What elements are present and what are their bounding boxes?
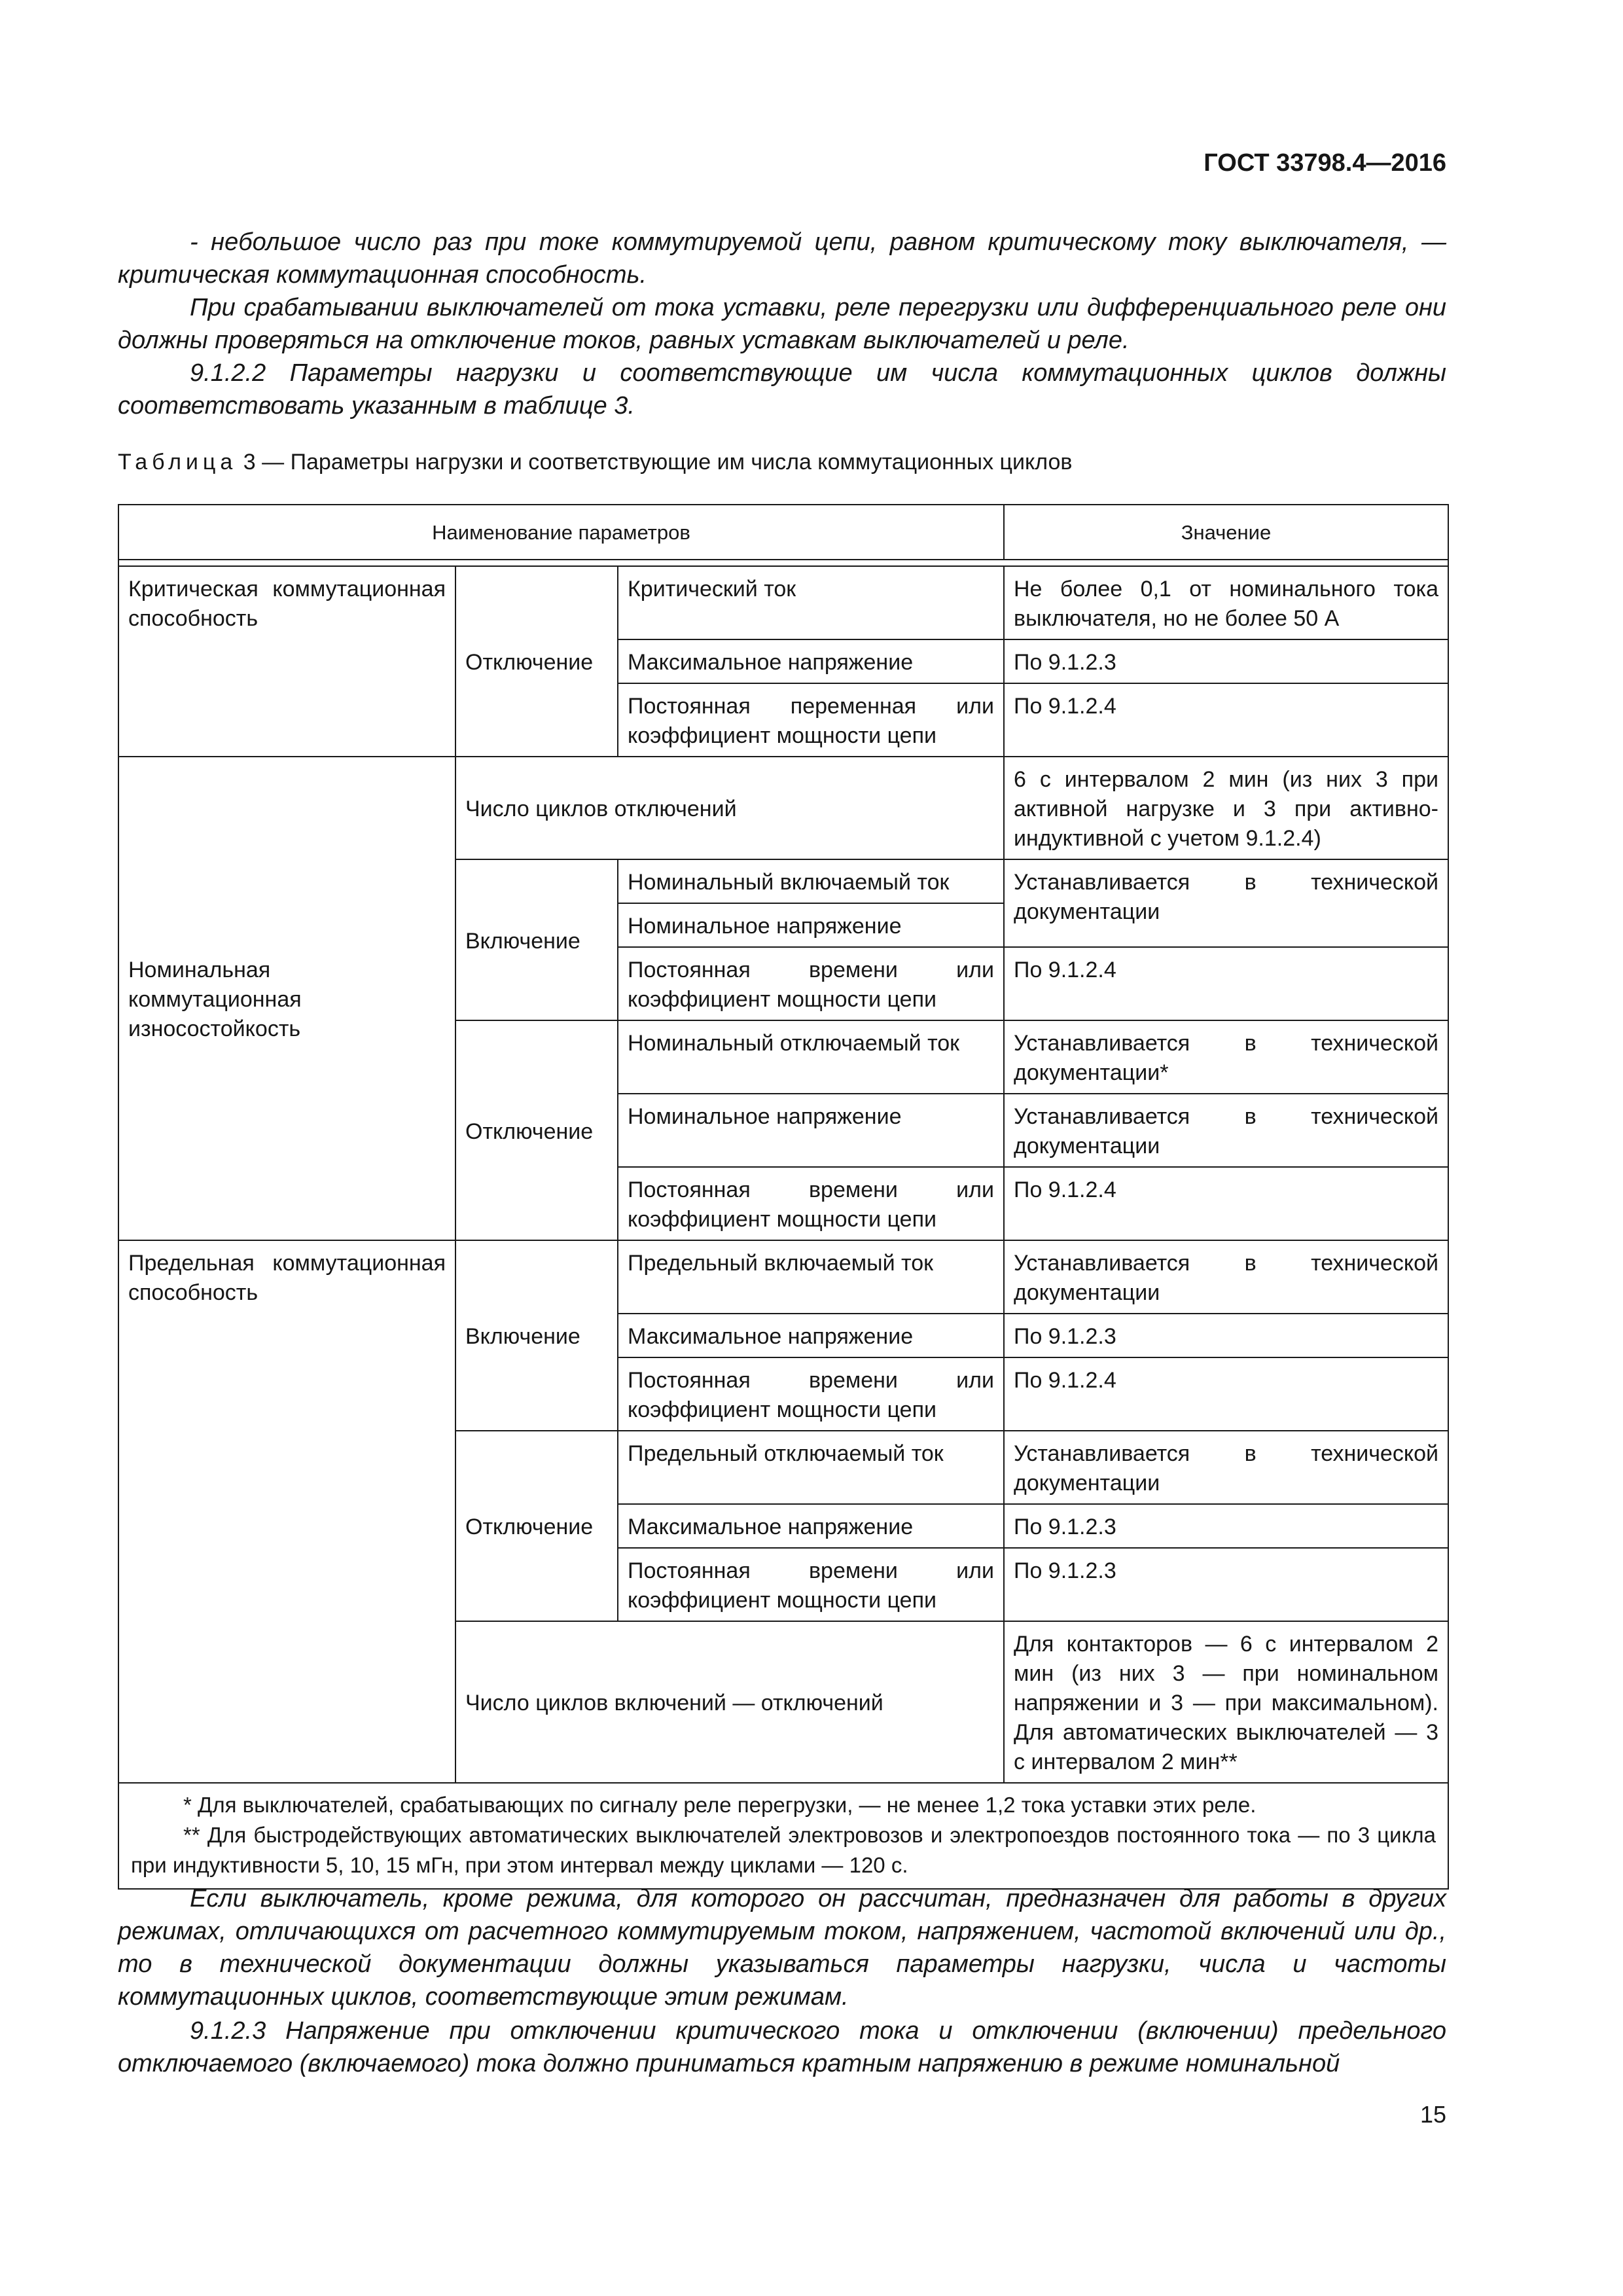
value-cell: По 9.1.2.4 [1004,683,1448,757]
page-number: 15 [1419,2101,1446,2128]
value-cell: По 9.1.2.4 [1004,1357,1448,1431]
value-cell: По 9.1.2.4 [1004,1167,1448,1240]
mode-cell: Отключение [455,566,618,757]
value-cell: 6 с интервалом 2 мин (из них 3 при активной нагрузке и 3 при активно-индуктивной с учетом 9.1.2.4) [1004,757,1448,859]
outro-paragraph-1: Если выключатель, кроме режима, для которого он рассчитан, предназначен для работы в других режимах, отличающихся от расчетного коммутируемым током, напряжением, частотой включений или др., то в технической документации должны указываться параметры нагрузки, числа и частоты коммутационных циклов, соответствующие этим режимам. [118,1885,1446,2011]
table-notes [118,1783,1448,1889]
table-row [118,757,1448,859]
intro-paragraph-2: При срабатывании выключателей от тока уставки, реле перегрузки или дифференциального реле они должны проверяться на отключение токов, равных уставкам выключателей и реле. [118,294,1446,354]
value-cell: Устанавливается в технической документации [1004,1431,1448,1504]
value-cell: По 9.1.2.3 [1004,1314,1448,1357]
table-row [118,1240,1448,1314]
value-cell: Устанавливается в технической документации* [1004,1020,1448,1094]
group-nominal: Номинальная коммутационная износостойкость [118,757,455,1240]
header-value: Значение [1004,505,1448,560]
intro-paragraph-3: 9.1.2.2 Параметры нагрузки и соответствующие им числа коммутационных циклов должны соответствовать указанным в таблице 3. [118,359,1446,420]
param-cell: Критический ток [618,566,1004,639]
table-caption-word: Таблица [118,450,238,475]
table-caption-text: 3 — Параметры нагрузки и соответствующие им числа коммутационных циклов [243,450,1073,475]
mode-cell: Включение [455,1240,618,1431]
table-notes-row [118,1783,1448,1889]
value-cell: Для контакторов — 6 с интервалом 2 мин (из них 3 — при номинальном напряжении и 3 — при максимальном). Для автоматических выключателей — 3 с интервалом 2 мин** [1004,1621,1448,1783]
value-cell: По 9.1.2.4 [1004,947,1448,1020]
group-limit: Предельная коммутационная способность [118,1240,455,1783]
mode-cell: Отключение [455,1431,618,1621]
table-header-row [118,505,1448,560]
param-cell: Номинальное напряжение [618,903,1004,947]
header-separator [118,560,1448,566]
group-critical: Критическая коммутационная способность [118,566,455,757]
table-note-1: * Для выключателей, срабатывающих по сигналу реле перегрузки, — не менее 1,2 тока уставки этих реле. [183,1793,1257,1817]
param-cell: Предельный отключаемый ток [618,1431,1004,1504]
mode-cell: Отключение [455,1020,618,1240]
value-cell: Устанавливается в технической документации [1004,1240,1448,1314]
value-cell: Устанавливается в технической документации [1004,1094,1448,1167]
value-cell: По 9.1.2.3 [1004,1504,1448,1548]
param-cell: Номинальное напряжение [618,1094,1004,1167]
table-row [118,566,1448,639]
document-number: ГОСТ 33798.4—2016 [1204,149,1446,177]
parameters-table [118,504,1449,1890]
param-cell: Номинальный включаемый ток [618,859,1004,903]
mode-cell: Включение [455,859,618,1020]
param-cell: Постоянная времени или коэффициент мощности цепи [618,1167,1004,1240]
value-cell: По 9.1.2.3 [1004,639,1448,683]
param-cell: Предельный включаемый ток [618,1240,1004,1314]
value-cell: Устанавливается в технической документации [1004,859,1448,947]
param-cell: Постоянная времени или коэффициент мощности цепи [618,1548,1004,1621]
value-cell: По 9.1.2.3 [1004,1548,1448,1621]
param-cell: Постоянная времени или коэффициент мощности цепи [618,1357,1004,1431]
param-cell: Число циклов отключений [455,757,1004,859]
table-caption [118,448,1446,476]
param-cell: Постоянная времени или коэффициент мощности цепи [618,947,1004,1020]
param-cell: Максимальное напряжение [618,1314,1004,1357]
table-note-2: ** Для быстродействующих автоматических выключателей электровозов и электропоездов постоянного тока — по 3 цикла при индуктивности 5, 10, 15 мГн, при этом интервал между циклами — 120 с. [131,1823,1436,1877]
param-cell: Число циклов включений — отключений [455,1621,1004,1783]
param-cell: Максимальное напряжение [618,1504,1004,1548]
value-cell: Не более 0,1 от номинального тока выключателя, но не более 50 А [1004,566,1448,639]
param-cell: Номинальный отключаемый ток [618,1020,1004,1094]
param-cell: Максимальное напряжение [618,639,1004,683]
header-params: Наименование параметров [118,505,1004,560]
param-cell: Постоянная переменная или коэффициент мощности цепи [618,683,1004,757]
outro-paragraph-2: 9.1.2.3 Напряжение при отключении критического тока и отключении (включении) предельного отключаемого (включаемого) тока должно приниматься кратным напряжению в режиме номинальной [118,2017,1446,2077]
intro-paragraph-1: - небольшое число раз при токе коммутируемой цепи, равном критическому току выключателя, — критическая коммутационная способность. [118,228,1446,289]
